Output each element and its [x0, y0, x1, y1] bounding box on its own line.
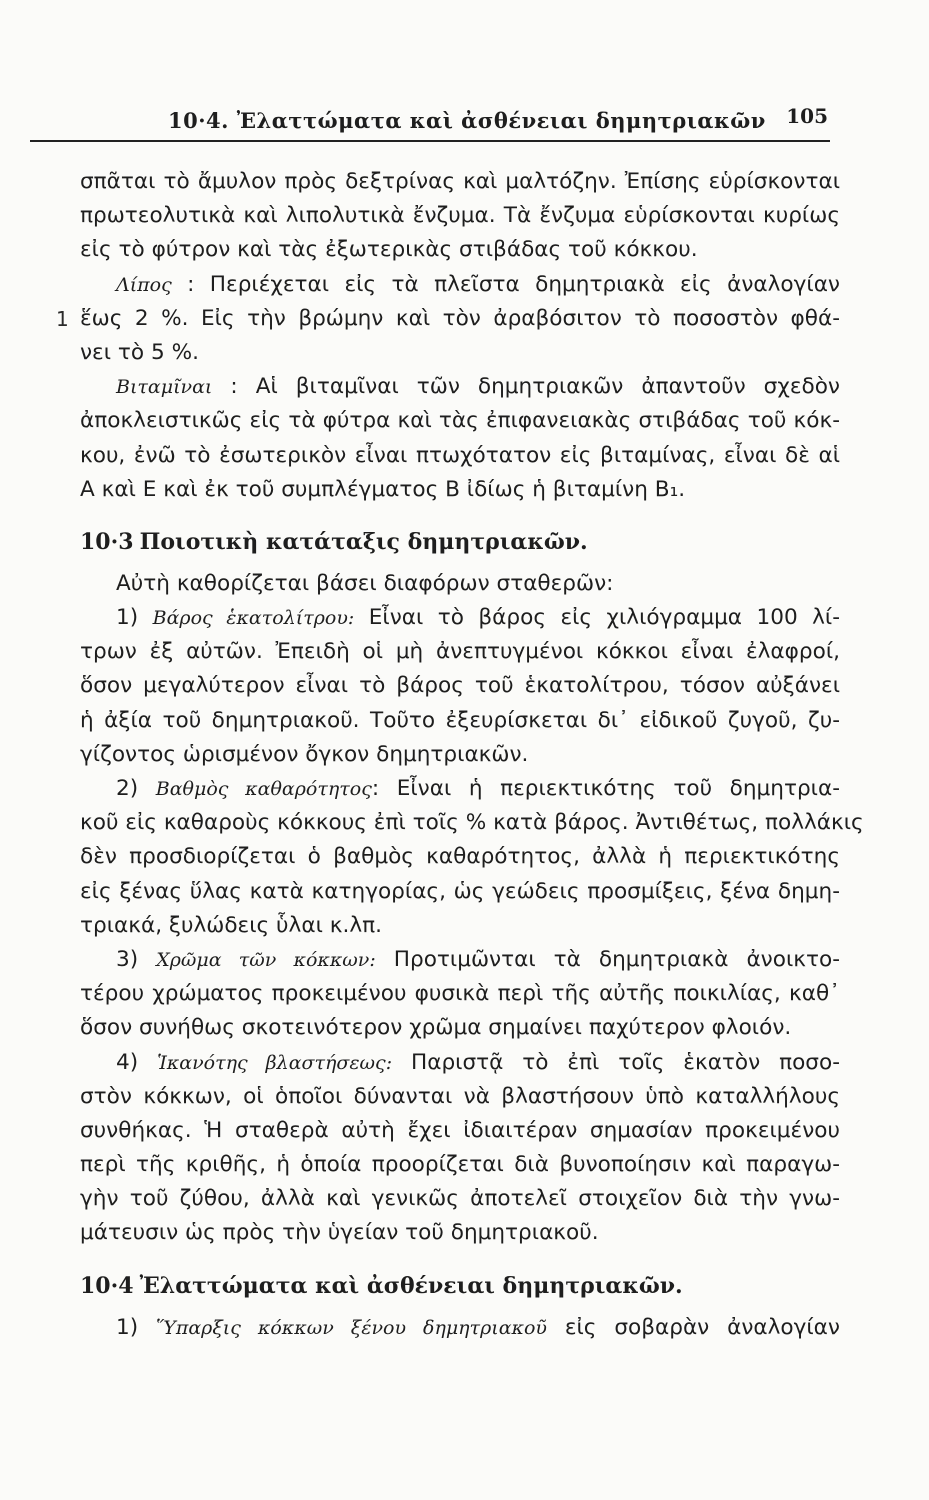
running-title: 10·4. Ἐλαττώματα καὶ ἀσθένειαι δημητριακῶν — [168, 108, 766, 133]
section-number: 10·4 — [80, 1272, 134, 1299]
text-line: γίζοντος ὡρισμένον ὄγκον δημητριακῶν. — [80, 741, 529, 767]
item-1: 1) Βάρος ἑκατολίτρου: Εἶναι τὸ βάρος εἰς χιλιόγραμμα 100 λί- — [116, 605, 841, 631]
text-line: 1 ἕως 2 %. Εἰς τὴν βρώμην καὶ τὸν ἀραβόσιτον τὸ ποσοστὸν φθά- — [80, 302, 840, 336]
text-line: δὲν προσδιορίζεται ὁ βαθμὸς καθαρότητος, ἀλλὰ ἡ περιεκτικότης — [80, 844, 840, 870]
text-line: τρων ἐξ αὐτῶν. Ἐπειδὴ οἱ μὴ ἀνεπτυγμένοι κόκκοι εἶναι ἐλαφροί, — [80, 639, 840, 665]
text-line: εἰς ξένας ὕλας κατὰ κατηγορίας, ὡς γεώδεις προσμίξεις, ξένα δημη- — [80, 878, 840, 904]
text-line: συνθήκας. Ἡ σταθερὰ αὐτὴ ἔχει ἰδιαιτέραν σημασίαν προκειμένου — [80, 1117, 840, 1143]
running-head — [30, 100, 830, 142]
section-heading-10-3 — [80, 507, 840, 567]
paragraph-vitamins: Βιταμῖναι : Αἱ βιταμῖναι τῶν δημητριακῶν ἀπαντοῦν σχεδὸν — [116, 374, 840, 400]
term-vitamins: Βιταμῖναι — [116, 376, 213, 399]
text-line: ἀποκλειστικῶς εἰς τὰ φύτρα καὶ τὰς ἐπιφανειακὰς στιβάδας τοῦ κόκ- — [80, 408, 840, 434]
term-foreign-grain: Ὕπαρξις κόκκων ξένου δημητριακοῦ — [156, 1316, 547, 1339]
item-4: 4) Ἱκανότης βλαστήσεως: Παριστᾷ τὸ ἐπὶ τοῖς ἑκατὸν ποσο- — [116, 1049, 840, 1075]
text-line: εἰς τὸ φύτρον καὶ τὰς ἐξωτερικὰς στιβάδας τοῦ κόκκου. — [80, 237, 698, 263]
item-3: 3) Χρῶμα τῶν κόκκων: Προτιμῶνται τὰ δημητριακὰ ἀνοικτο- — [116, 946, 840, 972]
term-lipos: Λίπος — [116, 273, 172, 296]
term-colour: Χρῶμα τῶν κόκκων: — [156, 948, 376, 971]
text-line: γὴν τοῦ ζύθου, ἀλλὰ καὶ γενικῶς ἀποτελεῖ στοιχεῖον διὰ τὴν γνω- — [80, 1186, 840, 1212]
section-title: Ἐλαττώματα καὶ ἀσθένειαι δημητριακῶν. — [139, 1272, 683, 1299]
item-2: 2) Βαθμὸς καθαρότητος: Εἶναι ἡ περιεκτικότης τοῦ δημητρια- — [116, 776, 841, 801]
text-line: μάτευσιν ὡς πρὸς τὴν ὑγείαν τοῦ δημητριακοῦ. — [80, 1220, 599, 1246]
term-germination: Ἱκανότης βλαστήσεως: — [157, 1051, 393, 1074]
text-line: ὅσον μεγαλύτερον εἶναι τὸ βάρος τοῦ ἑκατολίτρου, τόσον αὐξάνει — [80, 673, 840, 699]
text-line: κοῦ εἰς καθαροὺς κόκκους ἐπὶ τοῖς % κατὰ βάρος. Ἀντιθέτως, πολλάκις — [80, 810, 864, 836]
paragraph-lipos: Λίπος : Περιέχεται εἰς τὰ πλεῖστα δημητριακὰ εἰς ἀναλογίαν — [116, 271, 840, 297]
margin-digit: 1 — [56, 306, 69, 331]
section-number: 10·3 — [80, 528, 134, 555]
text-line: Α καὶ Ε καὶ ἐκ τοῦ συμπλέγματος Β ἰδίως ἡ βιταμίνη Β₁. — [80, 476, 686, 502]
section-heading-10-4 — [80, 1251, 840, 1311]
text-line: στὸν κόκκων, οἱ ὁποῖοι δύνανται νὰ βλαστήσουν ὑπὸ καταλλήλους — [80, 1083, 840, 1109]
item-defect-1: 1) Ὕπαρξις κόκκων ξένου δημητριακοῦ εἰς σοβαρὰν ἀναλογίαν — [116, 1314, 840, 1340]
text-line: νει τὸ 5 %. — [80, 339, 199, 365]
text-line: πρωτεολυτικὰ καὶ λιπολυτικὰ ἔνζυμα. Τὰ ἔνζυμα εὑρίσκονται κυρίως — [80, 203, 840, 229]
section-title: Ποιοτικὴ κατάταξις δημητριακῶν. — [139, 528, 588, 555]
text-line: τέρου χρώματος προκειμένου φυσικὰ περὶ τῆς αὐτῆς ποικιλίας, καθ᾽ — [80, 981, 840, 1007]
text-line: Αὐτὴ καθορίζεται βάσει διαφόρων σταθερῶν: — [116, 570, 614, 596]
term-purity: Βαθμὸς καθαρότητος — [155, 778, 372, 800]
page-number: 105 — [786, 104, 828, 128]
text-line: ἡ ἀξία τοῦ δημητριακοῦ. Τοῦτο ἐξευρίσκεται δι᾽ εἰδικοῦ ζυγοῦ, ζυ- — [80, 707, 840, 733]
body-text — [56, 165, 864, 1345]
text-line: ὅσον συνήθως σκοτεινότερον χρῶμα σημαίνει παχύτερον φλοιόν. — [80, 1015, 792, 1041]
text-line: σπᾶται τὸ ἄμυλον πρὸς δεξτρίνας καὶ μαλτόζην. Ἐπίσης εὑρίσκονται — [80, 169, 840, 194]
text-line: κου, ἐνῶ τὸ ἐσωτερικὸν εἶναι πτωχότατον εἰς βιταμίνας, εἶναι δὲ αἱ — [80, 442, 840, 468]
term-hectolitre-weight: Βάρος ἑκατολίτρου: — [152, 607, 355, 630]
text-line: περὶ τῆς κριθῆς, ἡ ὁποία προορίζεται διὰ βυνοποίησιν καὶ παραγω- — [80, 1152, 840, 1178]
text-line: τριακά, ξυλώδεις ὗλαι κ.λπ. — [80, 912, 382, 938]
